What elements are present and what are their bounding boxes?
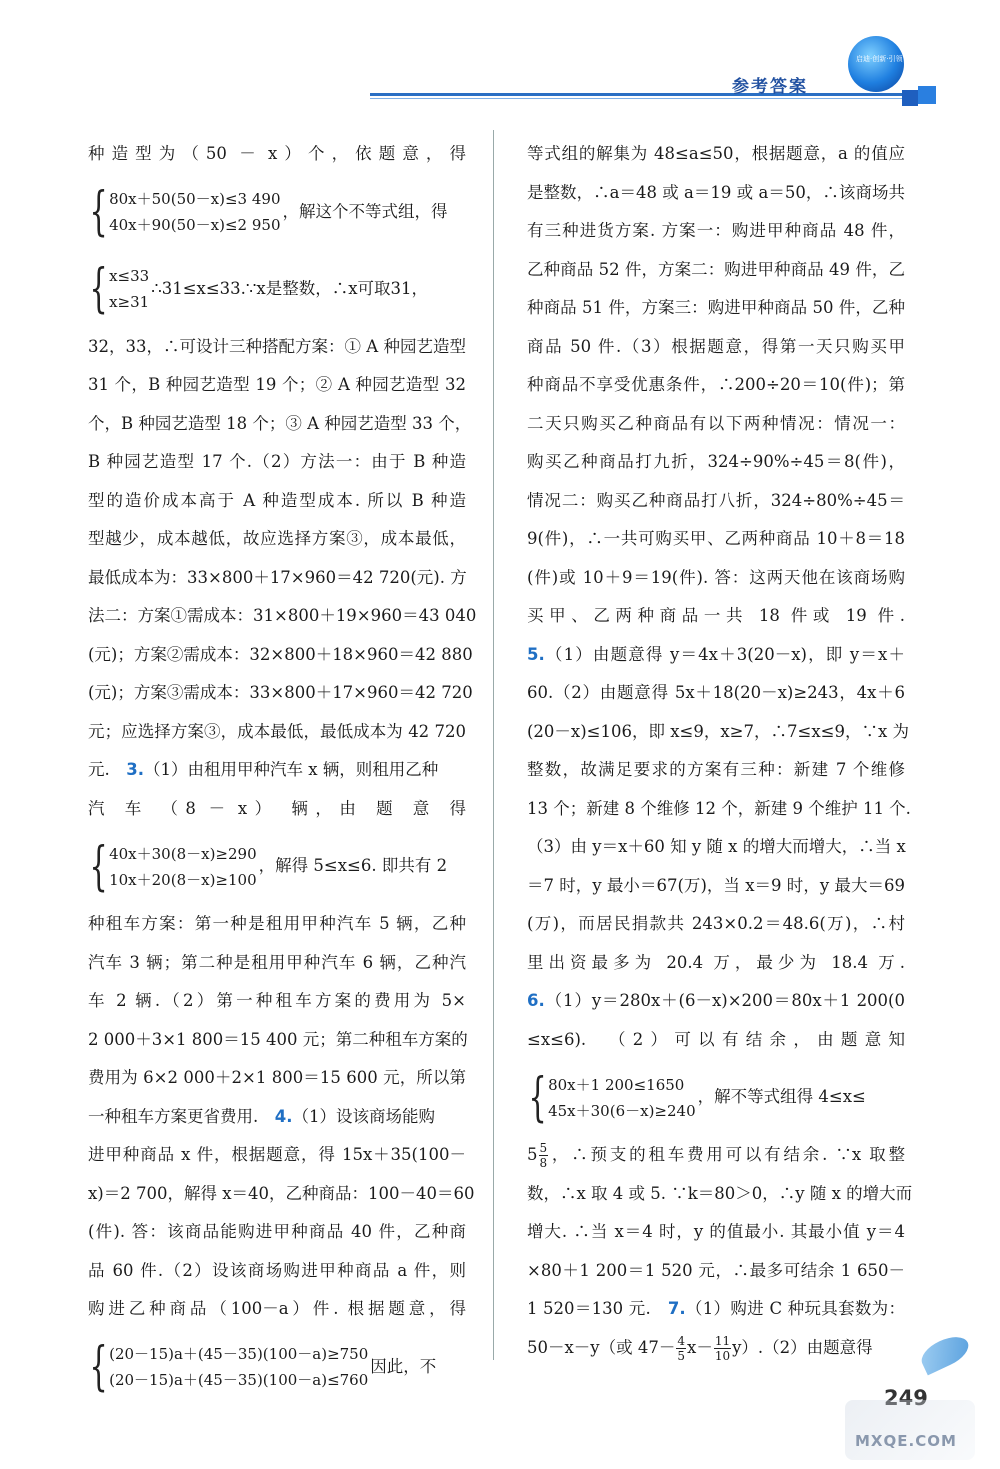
text-line: 种商品 51 件，方案三：购进甲种商品 50 件，乙种 <box>527 298 905 317</box>
text-line <box>527 1290 905 1329</box>
text-line <box>527 1329 905 1368</box>
right-column <box>527 135 913 1367</box>
denominator: 5 <box>677 1348 686 1363</box>
text-line: 32，33，∴可设计三种搭配方案：① A 种园艺造型 <box>88 336 466 356</box>
numerator: 4 <box>677 1333 686 1348</box>
text-line: ×80＋1 200＝1 520 元，∴最多可结余 1 650－ <box>527 1260 905 1280</box>
equation-system <box>527 1059 905 1136</box>
watermark-badge <box>845 1400 975 1460</box>
page-number: 249 <box>884 1386 928 1410</box>
header-rule <box>370 93 930 96</box>
text-line: (件)或 10＋9＝19(件). 答：这两天他在该商场购 <box>527 567 905 587</box>
text-inline: 一种租车方案更省费用. <box>88 1106 259 1126</box>
text-line: 买甲、乙两种商品一共 18 件或 19 件. <box>527 606 905 625</box>
text-line: 情况二：购买乙种商品打八折，324÷80%÷45＝ <box>527 490 905 510</box>
text-line: 品 60 件.（2）设该商场购进甲种商品 a 件，则 <box>88 1260 466 1280</box>
fraction <box>714 1334 731 1363</box>
text-line: 法二：方案①需成本：31×800＋19×960＝43 040 <box>88 606 477 625</box>
text-line: 个，B 种园艺造型 18 个；③ A 种园艺造型 33 个， <box>88 413 472 433</box>
text-line: (20－x)≤106，即 x≤9，x≥7，∴7≤x≤9，∵x 为 <box>527 721 909 741</box>
text-line: 乙种商品 52 件，方案二：购进甲种商品 49 件，乙 <box>527 259 905 279</box>
inequality: 40x＋30(8－x)≥290 <box>109 844 257 863</box>
text-line: 车 2 辆.（2）第一种租车方案的费用为 5× <box>88 991 466 1010</box>
text-line: 商品 50 件.（3）根据题意，得第一天只购买甲 <box>527 336 905 356</box>
text-line: 增大. ∴当 x＝4 时，y 的值最小. 其最小值 y＝4 <box>527 1222 905 1241</box>
text-line: 进甲种商品 x 件，根据题意，得 15x＋35(100－ <box>88 1145 466 1164</box>
text-inline: ，解这个不等式组，得 <box>282 201 448 221</box>
text-line <box>88 751 466 790</box>
question-number: 3. <box>126 760 144 779</box>
inequality: x≥31 <box>109 293 150 311</box>
text-inline: 50－x－y（或 47－ <box>527 1337 676 1357</box>
numerator: 5 <box>539 1141 548 1155</box>
text-line <box>527 1136 905 1175</box>
text-inline: ，∴预支的租车费用可以有结余. ∵x 取整 <box>549 1145 905 1164</box>
equation-system <box>88 828 466 905</box>
header-rule-thin <box>370 98 910 99</box>
text-line: 购买乙种商品打九折，324÷90%÷45＝8(件)， <box>527 452 905 471</box>
text-line: (元)；方案③需成本：33×800＋17×960＝42 720 <box>88 683 473 702</box>
numerator: 11 <box>714 1333 731 1348</box>
text-inline: ，解得 5≤x≤6. 即共有 2 <box>258 856 448 876</box>
text-line: ＝7 时，y 最小＝67(万)，当 x＝9 时，y 最大＝69 <box>527 875 905 895</box>
inequality: 45x＋30(6－x)≥240 <box>548 1101 696 1120</box>
text-line: 元；应选择方案③，成本最低，最低成本为 42 720 <box>88 721 466 741</box>
brace-icon: { <box>528 1067 547 1128</box>
text-inline: y）.（2）由题意得 <box>732 1337 873 1357</box>
text-line: 数，∴x 取 4 或 5. ∵k＝80＞0，∴y 随 x 的增大而 <box>527 1183 913 1203</box>
text-line: 购进乙种商品（100－a）件. 根据题意，得 <box>88 1299 466 1318</box>
inequality: (20－15)a＋(45－35)(100－a)≥750 <box>109 1345 369 1363</box>
equation-system <box>88 1329 466 1406</box>
brace-icon: { <box>89 836 108 897</box>
text-line: 整数，故满足要求的方案有三种：新建 7 个维修 <box>527 760 905 779</box>
text-line: (元)；方案②需成本：32×800＋18×960＝42 880 <box>88 644 473 664</box>
text-line: 31 个，B 种园艺造型 19 个；② A 种园艺造型 32 <box>88 375 466 394</box>
header-title: 参考答案 <box>732 77 808 97</box>
text-line: 种造型为（50 － x）个，依题意，得 <box>88 144 466 163</box>
text-line: 型越少，成本越低，故应选择方案③，成本最低， <box>88 529 466 548</box>
brace-icon: { <box>89 1337 108 1397</box>
text-line <box>527 636 905 675</box>
decor-square-icon <box>902 90 918 106</box>
text-line: 二天只购买乙种商品有以下两种情况：情况一： <box>527 413 905 433</box>
text-inline: （1）购进 C 种玩具套数为： <box>685 1299 905 1318</box>
watermark-text: MXQE.COM <box>855 1432 957 1450</box>
question-number: 5. <box>527 644 545 664</box>
inequality: 80x＋50(50－x)≤3 490 <box>109 190 281 208</box>
inequality: 80x＋1 200≤1650 <box>548 1075 685 1094</box>
text-inline: （1）由租用甲种汽车 x 辆，则租用乙种 <box>144 760 439 779</box>
text-inline: （1）y＝280x＋(6－x)×200＝80x＋1 200(0 <box>544 991 905 1010</box>
text-line: 种商品不享受优惠条件，∴200÷20＝10(件)；第 <box>527 375 905 394</box>
text-inline: （1）设该商场能购 <box>292 1106 435 1126</box>
text-inline: ，解不等式组得 4≤x≤ <box>697 1087 866 1107</box>
text-inline: ∴31≤x≤33.∵x是整数，∴x可取31， <box>151 278 429 298</box>
text-inline: 5 <box>527 1145 538 1164</box>
fraction <box>539 1141 549 1170</box>
text-line: (件). 答：该商品能购进甲种商品 40 件，乙种商 <box>88 1222 466 1241</box>
text-line: 费用为 6×2 000＋2×1 800＝15 600 元，所以第 <box>88 1068 466 1087</box>
question-number: 4. <box>274 1106 293 1126</box>
text-line: 是整数，∴a＝48 或 a＝19 或 a＝50，∴该商场共 <box>527 182 905 202</box>
text-inline: （1）由题意得 y＝4x＋3(20－x)，即 y＝x＋ <box>544 644 905 664</box>
denominator: 10 <box>714 1348 731 1363</box>
text-line: (万)，而居民捐款共 243×0.2＝48.6(万)，∴村 <box>527 914 905 933</box>
text-line: x)＝2 700，解得 x＝40，乙种商品：100－40＝60 <box>88 1183 475 1203</box>
text-line: ≤x≤6). （2）可以有结余，由题意知 <box>527 1029 905 1049</box>
text-line: 汽车 3 辆；第二种是租用甲种汽车 6 辆，乙种汽 <box>88 952 466 972</box>
text-inline: x－ <box>687 1337 713 1357</box>
text-inline: 1 520＝130 元. <box>527 1299 651 1318</box>
text-line: 9(件)，∴一共可购买甲、乙两种商品 10＋8＝18 <box>527 529 905 548</box>
brace-icon: { <box>89 182 108 242</box>
question-number: 7. <box>667 1299 686 1318</box>
column-divider <box>493 130 494 1360</box>
inequality: 10x＋20(8－x)≥100 <box>109 870 257 889</box>
text-line: 13 个；新建 8 个维修 12 个，新建 9 个维护 11 个. <box>527 798 911 818</box>
text-line: 里出资最多为 20.4 万，最少为 18.4 万. <box>527 952 905 972</box>
text-line: 有三种进货方案. 方案一：购进甲种商品 48 件， <box>527 221 905 240</box>
inequality: (20－15)a＋(45－35)(100－a)≤760 <box>109 1371 369 1389</box>
inequality: 40x＋90(50－x)≤2 950 <box>109 216 281 234</box>
text-line: 2 000＋3×1 800＝15 400 元；第二种租车方案的 <box>88 1029 468 1049</box>
decor-square-icon <box>918 86 936 104</box>
text-line: 最低成本为：33×800＋17×960＝42 720(元). 方 <box>88 567 467 587</box>
logo-text: 启迪·创新·引领 <box>856 55 903 63</box>
fraction <box>676 1334 686 1363</box>
dolphin-logo-icon <box>917 1331 973 1376</box>
text-line: B 种园艺造型 17 个.（2）方法一：由于 B 种造 <box>88 452 466 471</box>
denominator: 8 <box>539 1156 548 1170</box>
text-inline: 元. <box>88 760 110 779</box>
text-line: （3）由 y＝x＋60 知 y 随 x 的增大而增大，∴当 x <box>527 837 906 856</box>
text-inline: 因此，不 <box>370 1356 437 1376</box>
inequality: x≤33 <box>109 267 150 285</box>
equation-system <box>88 174 466 251</box>
brace-icon: { <box>89 259 108 319</box>
equation-system <box>88 251 466 328</box>
text-line: 型的造价成本高于 A 种造型成本. 所以 B 种造 <box>88 490 466 510</box>
left-column <box>88 135 477 1406</box>
text-line: 60.（2）由题意得 5x＋18(20－x)≥243，4x＋6 <box>527 683 905 702</box>
text-line: 等式组的解集为 48≤a≤50，根据题意，a 的值应 <box>527 144 905 163</box>
text-line <box>88 1098 466 1137</box>
text-line <box>527 982 905 1021</box>
text-line: 汽 车 （8 － x） 辆，由 题 意 得 <box>88 798 466 818</box>
question-number: 6. <box>527 991 545 1010</box>
globe-logo-icon <box>848 36 904 92</box>
text-line: 种租车方案：第一种是租用甲种汽车 5 辆，乙种 <box>88 914 466 933</box>
